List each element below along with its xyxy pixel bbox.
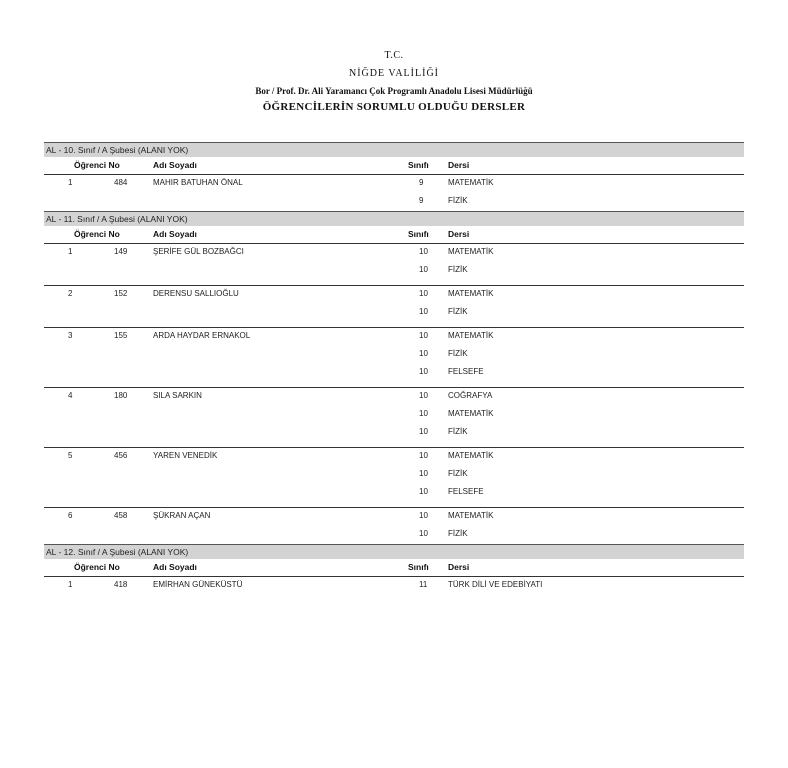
section-title: AL - 11. Sınıf / A Şubesi (ALANI YOK)	[44, 211, 744, 226]
header-tc: T.C.	[384, 50, 404, 61]
course-grade: 10	[419, 511, 428, 520]
course-line	[44, 508, 744, 526]
course-line	[44, 262, 744, 280]
course-name: TÜRK DİLİ VE EDEBİYATI	[448, 580, 543, 589]
course-name: FİZİK	[448, 349, 468, 358]
column-headers	[44, 559, 744, 577]
sections-container	[44, 142, 744, 595]
class-section	[44, 544, 744, 595]
course-name: MATEMATİK	[448, 511, 494, 520]
student-name: ARDA HAYDAR ERNAKOL	[153, 331, 251, 340]
student-number: 180	[114, 391, 128, 400]
class-section	[44, 142, 744, 211]
course-grade: 10	[419, 331, 428, 340]
course-line	[44, 526, 744, 544]
course-grade: 10	[419, 289, 428, 298]
student-number: 418	[114, 580, 128, 589]
student-number: 456	[114, 451, 128, 460]
course-name: FİZİK	[448, 196, 468, 205]
course-line	[44, 304, 744, 322]
course-name: MATEMATİK	[448, 451, 494, 460]
student-index: 3	[68, 331, 73, 340]
course-name: FİZİK	[448, 469, 468, 478]
student-index: 1	[68, 580, 73, 589]
course-name: MATEMATİK	[448, 409, 494, 418]
course-grade: 10	[419, 247, 428, 256]
student-row	[44, 508, 744, 544]
student-index: 2	[68, 289, 73, 298]
course-grade: 10	[419, 349, 428, 358]
course-line	[44, 448, 744, 466]
student-name: SILA SARKIN	[153, 391, 202, 400]
header-governorship: NİĞDE VALİLİĞİ	[348, 68, 439, 79]
col-sinifi: Sınıfı	[408, 562, 429, 572]
course-line	[44, 466, 744, 484]
col-dersi: Dersi	[448, 160, 470, 170]
course-line	[44, 388, 744, 406]
student-name: ŞÜKRAN AÇAN	[153, 511, 211, 520]
student-number: 484	[114, 178, 128, 187]
student-index: 5	[68, 451, 73, 460]
course-line	[44, 364, 744, 382]
section-title: AL - 12. Sınıf / A Şubesi (ALANI YOK)	[44, 544, 744, 559]
student-row	[44, 388, 744, 448]
course-grade: 10	[419, 391, 428, 400]
course-name: MATEMATİK	[448, 331, 494, 340]
col-sinifi: Sınıfı	[408, 229, 429, 239]
course-name: FİZİK	[448, 529, 468, 538]
col-sinifi: Sınıfı	[408, 160, 429, 170]
course-line	[44, 244, 744, 262]
course-name: FELSEFE	[448, 367, 484, 376]
course-grade: 10	[419, 529, 428, 538]
student-row	[44, 244, 744, 286]
col-ogrenci-no: Öğrenci No	[74, 229, 120, 239]
student-index: 4	[68, 391, 73, 400]
course-name: MATEMATİK	[448, 289, 494, 298]
course-name: FELSEFE	[448, 487, 484, 496]
student-name: YAREN VENEDİK	[153, 451, 218, 460]
student-number: 458	[114, 511, 128, 520]
student-row	[44, 328, 744, 388]
course-grade: 10	[419, 265, 428, 274]
column-headers	[44, 157, 744, 175]
course-grade: 10	[419, 487, 428, 496]
student-row	[44, 577, 744, 595]
course-line	[44, 286, 744, 304]
section-title: AL - 10. Sınıf / A Şubesi (ALANI YOK)	[44, 142, 744, 157]
course-grade: 10	[419, 451, 428, 460]
header-school: Bor / Prof. Dr. Ali Yaramancı Çok Programlı Anadolu Lisesi Müdürlüğü	[255, 86, 533, 96]
course-grade: 9	[419, 196, 424, 205]
course-grade: 10	[419, 409, 428, 418]
course-name: FİZİK	[448, 427, 468, 436]
col-dersi: Dersi	[448, 229, 470, 239]
course-grade: 11	[419, 580, 428, 589]
course-line	[44, 424, 744, 442]
col-dersi: Dersi	[448, 562, 470, 572]
course-line	[44, 484, 744, 502]
course-line	[44, 193, 744, 211]
course-name: COĞRAFYA	[448, 391, 493, 400]
course-name: MATEMATİK	[448, 178, 494, 187]
course-grade: 10	[419, 367, 428, 376]
student-name: EMİRHAN GÜNEKÜSTÜ	[153, 580, 243, 589]
course-name: FİZİK	[448, 265, 468, 274]
student-index: 1	[68, 178, 73, 187]
course-line	[44, 328, 744, 346]
course-grade: 9	[419, 178, 424, 187]
col-adi-soyadi: Adı Soyadı	[153, 562, 197, 572]
student-name: DERENSU SALLIOĞLU	[153, 289, 239, 298]
student-number: 152	[114, 289, 128, 298]
class-section	[44, 211, 744, 544]
course-name: MATEMATİK	[448, 247, 494, 256]
student-index: 6	[68, 511, 73, 520]
column-headers	[44, 226, 744, 244]
student-row	[44, 448, 744, 508]
course-line	[44, 175, 744, 193]
student-row	[44, 286, 744, 328]
course-name: FİZİK	[448, 307, 468, 316]
course-grade: 10	[419, 469, 428, 478]
student-name: MAHIR BATUHAN ÖNAL	[153, 178, 243, 187]
col-adi-soyadi: Adı Soyadı	[153, 229, 197, 239]
course-grade: 10	[419, 427, 428, 436]
course-line	[44, 346, 744, 364]
student-index: 1	[68, 247, 73, 256]
student-number: 149	[114, 247, 128, 256]
col-ogrenci-no: Öğrenci No	[74, 160, 120, 170]
course-line	[44, 406, 744, 424]
student-row	[44, 175, 744, 211]
col-ogrenci-no: Öğrenci No	[74, 562, 120, 572]
col-adi-soyadi: Adı Soyadı	[153, 160, 197, 170]
course-grade: 10	[419, 307, 428, 316]
student-number: 155	[114, 331, 128, 340]
page-title: ÖĞRENCİLERİN SORUMLU OLDUĞU DERSLER	[262, 101, 526, 113]
student-name: ŞERİFE GÜL BOZBAĞCI	[153, 247, 244, 256]
course-line	[44, 577, 744, 595]
